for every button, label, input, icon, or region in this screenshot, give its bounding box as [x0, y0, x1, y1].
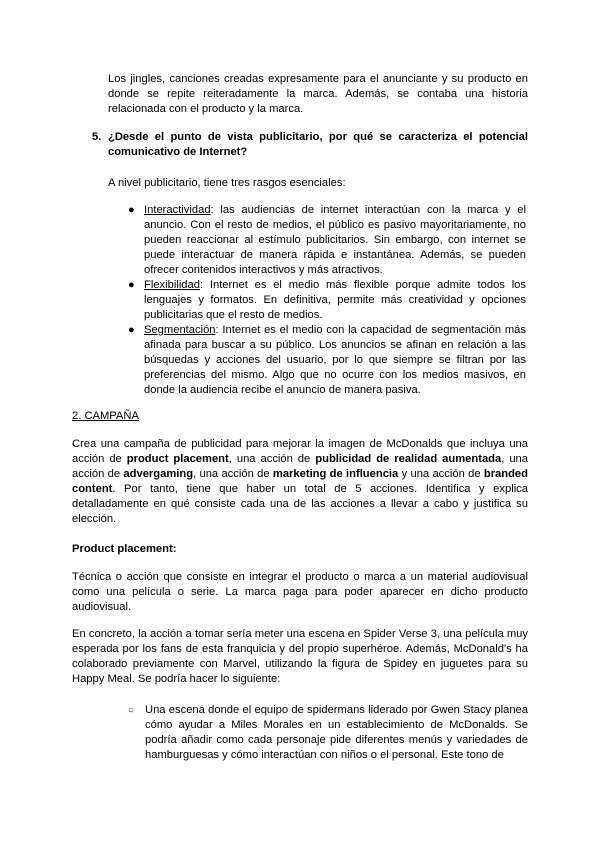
list-item [128, 323, 526, 398]
paragraph-jingles: Los jingles, canciones creadas expresamente para el anunciante y su producto en donde se repite reiteradamente la marca. Además, se contaba una historia relacionada con el producto y la marca. [108, 73, 528, 115]
term-flexibilidad: Flexibilidad [144, 279, 200, 291]
question-number: 5. [92, 131, 102, 143]
question-heading: ¿Desde el punto de vista publicitario, por qué se caracteriza el potencial comunicativo de Internet? [108, 131, 528, 158]
intro-paragraph: A nivel publicitario, tiene tres rasgos esenciales: [108, 177, 346, 189]
bullet-text: : Internet es el medio con la capacidad de segmentación más afinada para buscar a su público. Los anuncios se afinan en relación a las búsquedas y acciones del usuario, por lo que siempre se filtran por las preferencias del mismo. Algo que no ocurre con los medios masivos, en donde la audiencia recibe el anuncio de manera pasiva. [144, 324, 526, 396]
product-placement-definition: Técnica o acción que consiste en integrar el producto o marca a un material audiovisual como una película o serie. La marca paga para poder aparecer en dicho producto audiovisual. [72, 571, 528, 613]
bullet-text: : Internet es el medio más flexible porque admite todos los lenguajes y formatos. En definitiva, permite más creatividad y opciones publicitarias que el resto de medios. [144, 279, 526, 321]
section-title: 2. CAMPAÑA [72, 410, 139, 422]
list-item [128, 278, 526, 323]
list-item [128, 703, 528, 763]
product-placement-heading: Product placement: [72, 543, 177, 555]
product-placement-proposal: En concreto, la acción a tomar sería meter una escena en Spider Verse 3, una película muy esperada por los fans de esta franquicia y del propio superhéroe. Además, McDonald's ha colaborado previamente con Marvel, utilizando la figura de Spidey en juguetes para su Happy Meal. Se podría hacer lo siguiente: [72, 628, 528, 685]
term-interactividad: Interactividad [144, 204, 211, 216]
bullet-icon: ● [128, 324, 135, 336]
term-segmentacion: Segmentación [144, 324, 216, 336]
internet-traits-list [128, 203, 526, 398]
bullet-text: : las audiencias de internet interactúan con la marca y el anuncio. Con el resto de medios, el público es pasivo mayoritariamente, no pueden reaccionar al estímulo publicitarios. Sin embargo, con internet se puede interactuar de manera rápida e instantánea. Además, se pueden ofrecer contenidos interactivos y más atractivos. [144, 204, 526, 276]
circle-bullet-icon: ○ [128, 705, 135, 716]
campaign-brief: Crea una campaña de publicidad para mejorar la imagen de McDonalds que incluya una acción de product placement, una acción de publicidad de realidad aumentada, una acción de advergaming, una acción de marketing de influencia y una acción de branded content. Por tanto, tiene que haber un total de 5 acciones. Identifica y explica detalladamente en qué consiste cada una de las acciones a llevar a cabo y justifica su elección. [72, 438, 528, 525]
list-item [128, 203, 526, 278]
bullet-icon: ● [128, 279, 135, 291]
sub-item-text: Una escena donde el equipo de spidermans liderado por Gwen Stacy planea cómo ayudar a Miles Morales en un establecimiento de McDonalds. Se podría añadir como cada personaje pide diferentes menús y variedades de hamburguesas y cómo interactúan con niños o el personal. Este tono de [145, 704, 528, 761]
proposal-sublist [128, 703, 528, 763]
bullet-icon: ● [128, 204, 135, 216]
